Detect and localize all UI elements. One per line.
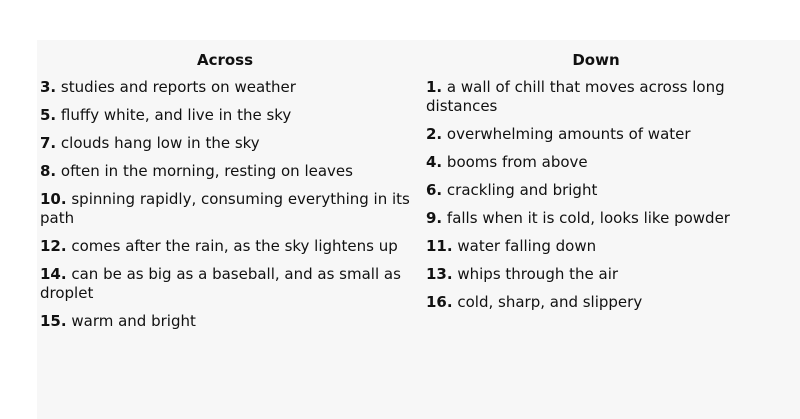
across-clue [40,106,410,125]
clue-text: overwhelming amounts of water [446,125,691,143]
across-clue [40,134,410,153]
down-clue-list [426,78,766,312]
clue-number: 2. [426,125,443,143]
down-heading: Down [572,51,620,69]
clue-number: 1. [426,78,443,96]
down-clue [426,237,766,256]
clue-number: 11. [426,237,453,255]
clue-number: 12. [40,237,67,255]
down-column [426,51,766,321]
clue-number: 15. [40,312,67,330]
clue-text: booms from above [446,153,588,171]
down-clue [426,209,766,228]
clue-text: falls when it is cold, looks like powder [446,209,730,227]
down-clue [426,265,766,284]
clue-number: 10. [40,190,67,208]
clue-text: warm and bright [71,312,196,330]
clue-number: 7. [40,134,57,152]
clue-number: 13. [426,265,453,283]
clue-number: 6. [426,181,443,199]
across-clue [40,162,410,181]
clue-number: 5. [40,106,57,124]
clue-number: 4. [426,153,443,171]
clue-text: can be as big as a baseball, and as small as droplet [40,265,401,302]
across-column [40,51,410,340]
clue-text: cold, sharp, and slippery [457,293,643,311]
across-clue [40,190,410,228]
clue-text: a wall of chill that moves across long distances [426,78,725,115]
clue-text: studies and reports on weather [60,78,296,96]
down-clue [426,78,766,116]
down-clue [426,293,766,312]
clue-text: spinning rapidly, consuming everything in its path [40,190,410,227]
clue-number: 8. [40,162,57,180]
clue-number: 9. [426,209,443,227]
across-clue [40,265,410,303]
clue-text: clouds hang low in the sky [60,134,260,152]
across-clue [40,237,410,256]
clue-text: comes after the rain, as the sky lightens up [71,237,398,255]
clue-text: water falling down [457,237,597,255]
clue-text: whips through the air [457,265,619,283]
across-clue [40,78,410,97]
across-heading: Across [196,51,254,69]
across-clue-list [40,78,410,331]
clue-panel [37,40,800,419]
clue-text: often in the morning, resting on leaves [60,162,353,180]
down-clue [426,153,766,172]
clue-number: 16. [426,293,453,311]
clue-number: 14. [40,265,67,283]
down-clue [426,181,766,200]
clue-number: 3. [40,78,57,96]
clue-text: crackling and bright [446,181,598,199]
down-clue [426,125,766,144]
clue-text: fluffy white, and live in the sky [60,106,292,124]
across-clue [40,312,410,331]
